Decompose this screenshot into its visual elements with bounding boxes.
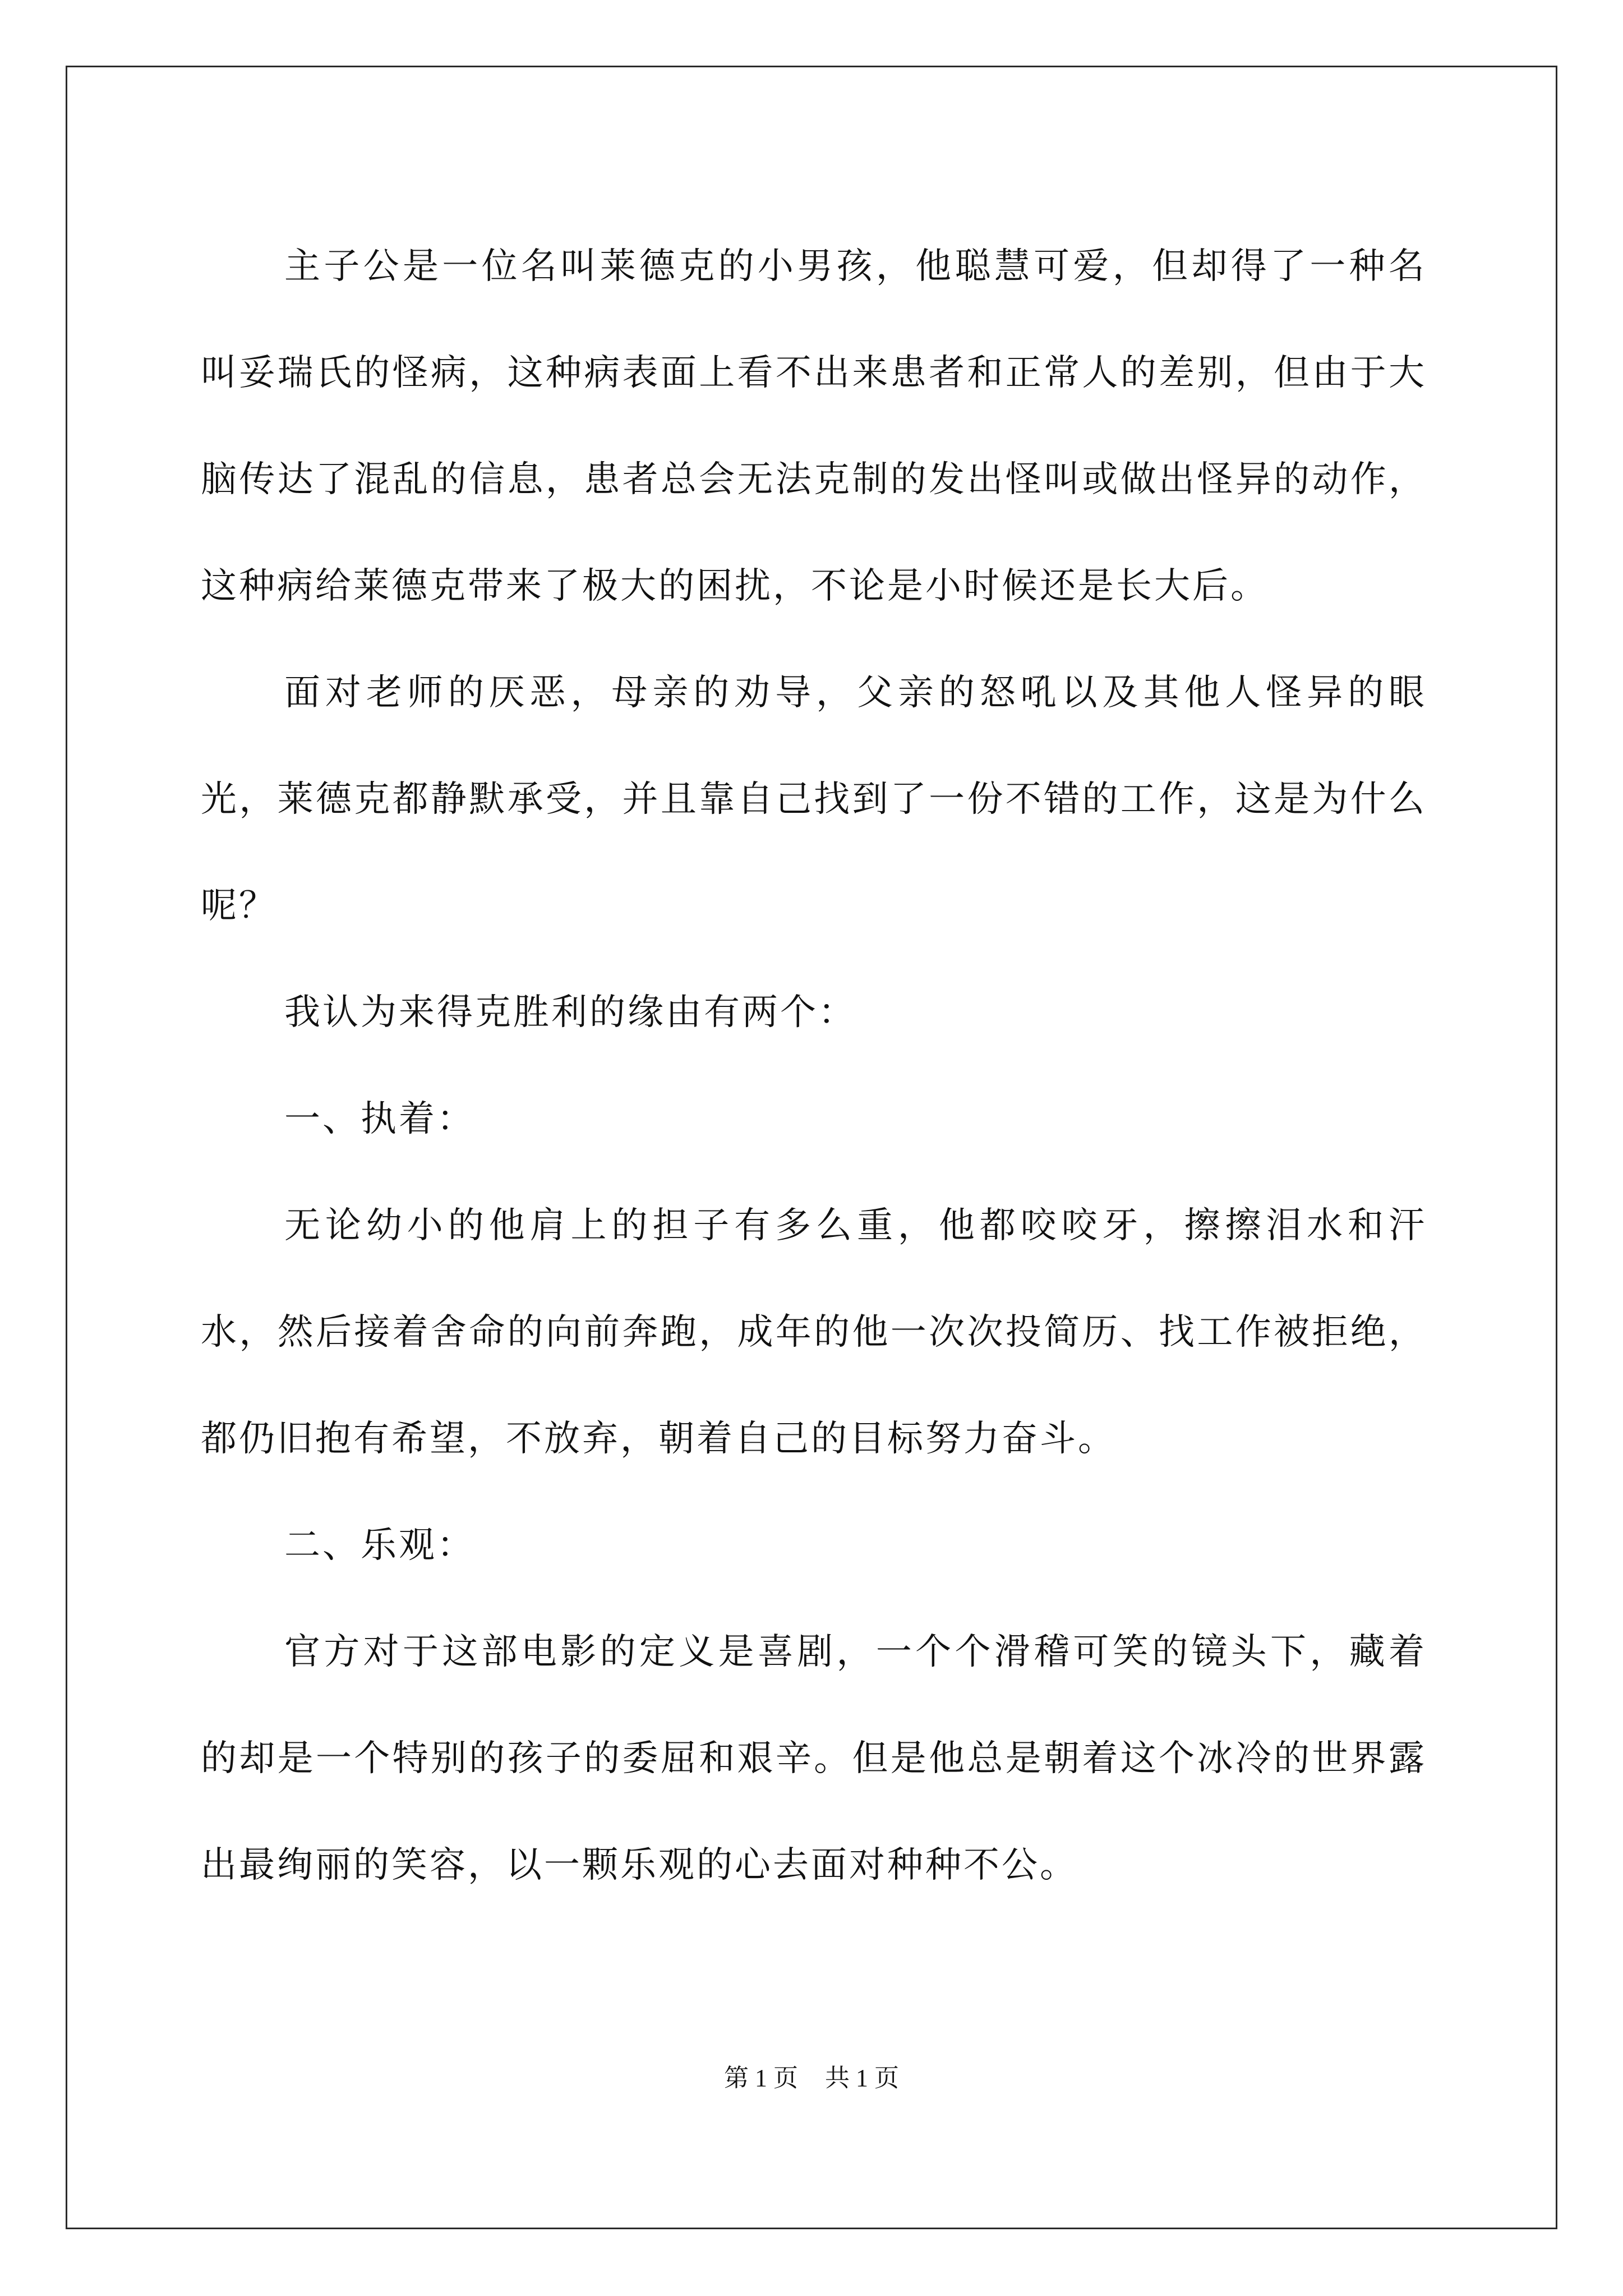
paragraph-6-heading: 二、乐观：: [284, 1525, 475, 1566]
paragraph-3: 我认为来得克胜利的缘由有两个：: [284, 992, 856, 1033]
document-body: [201, 213, 1427, 1918]
paragraph-2: 面对老师的厌恶，母亲的劝导，父亲的怒吼以及其他人怪异的眼光，莱德克都静默承受，并且靠自己找到了一份不错的工作，这是为什么呢？: [201, 672, 1427, 927]
paragraph-4-heading: 一、执着：: [284, 1098, 475, 1140]
page-number-current: 第 1 页: [724, 2064, 798, 2092]
page-number-total: 共 1 页: [825, 2064, 899, 2092]
page-footer: [0, 2062, 1623, 2095]
paragraph-5: 无论幼小的他肩上的担子有多么重，他都咬咬牙，擦擦泪水和汗水，然后接着舍命的向前奔跑，成年的他一次次投简历、找工作被拒绝，都仍旧抱有希望，不放弃，朝着自己的目标努力奋斗。: [201, 1205, 1427, 1460]
paragraph-7: 官方对于这部电影的定义是喜剧，一个个滑稽可笑的镜头下，藏着的却是一个特别的孩子的委屈和艰辛。但是他总是朝着这个冰冷的世界露出最绚丽的笑容，以一颗乐观的心去面对种种不公。: [201, 1631, 1427, 1886]
paragraph-1: 主子公是一位名叫莱德克的小男孩，他聪慧可爱，但却得了一种名叫妥瑞氏的怪病，这种病表面上看不出来患者和正常人的差别，但由于大脑传达了混乱的信息，患者总会无法克制的发出怪叫或做出怪异的动作，这种病给莱德克带来了极大的困扰，不论是小时候还是长大后。: [201, 246, 1427, 607]
